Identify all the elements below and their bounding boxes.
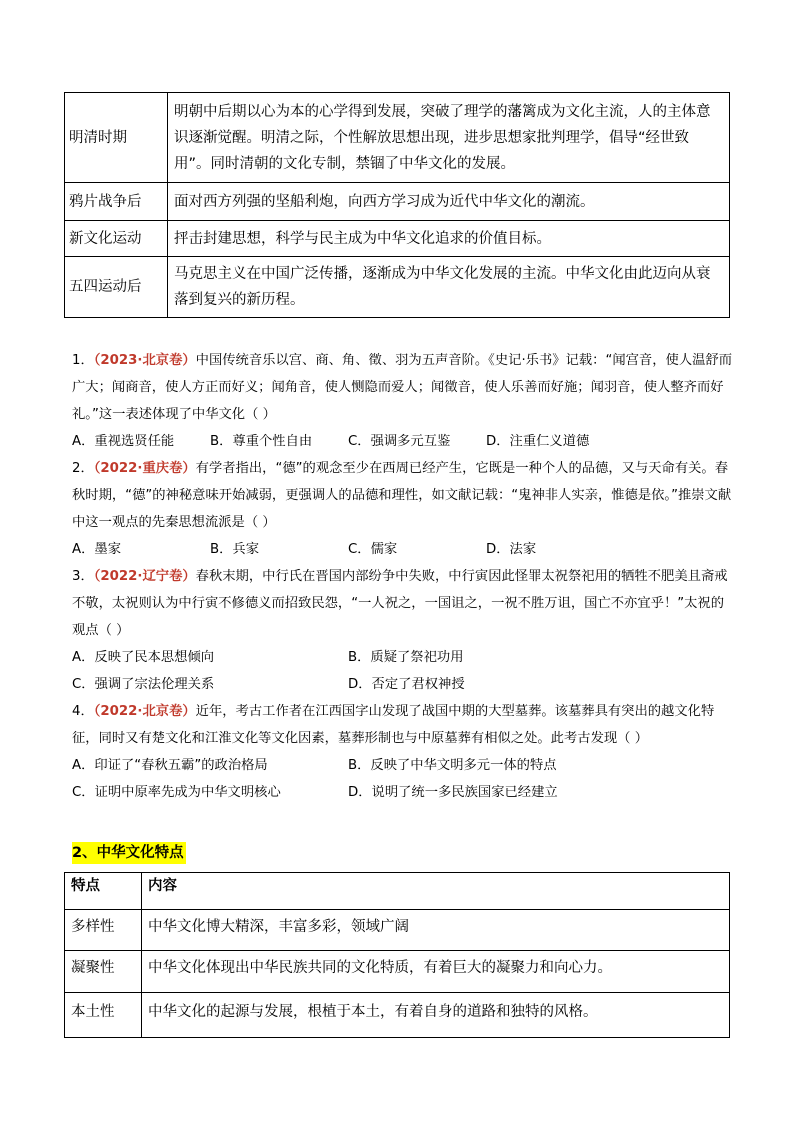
question-number: 3． xyxy=(72,569,94,584)
table-row xyxy=(65,951,730,993)
characteristics-table xyxy=(64,872,730,1038)
question-number: 1． xyxy=(72,353,94,368)
option-a[interactable]: A．反映了民本思想倾向 xyxy=(72,650,215,665)
feature-cell: 多样性 xyxy=(65,910,142,951)
question-2 xyxy=(72,455,732,563)
option-list xyxy=(72,536,732,563)
question-text: 有学者指出，“德”的观念至少在西周已经产生，它既是一种个人的品德，又与天命有关。春秋时期，“德”的神秘意味开始减弱，更强调人的品德和理性，如文献记载：“鬼神非人实亲，惟德是依。”推崇文献中这一观点的先秦思想流派是（ ） xyxy=(72,461,732,530)
era-cell: 新文化运动 xyxy=(65,221,168,257)
option-list xyxy=(72,779,732,806)
option-list xyxy=(72,644,732,671)
question-stem xyxy=(72,563,732,644)
table-row xyxy=(65,910,730,951)
question-text: 中国传统音乐以宫、商、角、徵、羽为五声音阶。《史记·乐书》记载：“闻宫音，使人温舒而广大；闻商音，使人方正而好义；闻角音，使人恻隐而爱人；闻徵音，使人乐善而好施；闻羽音，使人整齐而好礼。”这一表述体现了中华文化（ ） xyxy=(72,353,733,422)
table-row xyxy=(65,257,730,318)
option-a[interactable]: A．墨家 xyxy=(72,542,121,557)
header-cell-content: 内容 xyxy=(142,873,730,910)
question-source: （2023·北京卷） xyxy=(93,353,196,368)
option-b[interactable]: B．尊重个性自由 xyxy=(210,434,313,449)
question-number: 4． xyxy=(72,704,94,719)
option-c[interactable]: C．证明中原率先成为中华文明核心 xyxy=(72,785,281,800)
question-text: 近年，考古工作者在江西国字山发现了战国中期的大型墓葬。该墓葬具有突出的越文化特征，同时又有楚文化和江淮文化等文化因素，墓葬形制也与中原墓葬有相似之处。此考古发现（ ） xyxy=(72,704,715,746)
table-row xyxy=(65,993,730,1038)
question-source: （2022·重庆卷） xyxy=(93,461,196,476)
option-a[interactable]: A．印证了“春秋五霸”的政治格局 xyxy=(72,758,268,773)
content-cell: 中华文化的起源与发展，根植于本土，有着自身的道路和独特的风格。 xyxy=(142,993,730,1038)
option-c[interactable]: C．强调了宗法伦理关系 xyxy=(72,677,215,692)
history-periods-table xyxy=(64,92,730,318)
option-d[interactable]: D．注重仁义道德 xyxy=(486,434,590,449)
option-c[interactable]: C．强调多元互鉴 xyxy=(348,434,451,449)
question-source: （2022·辽宁卷） xyxy=(93,569,196,584)
option-b[interactable]: B．兵家 xyxy=(210,542,260,557)
question-1 xyxy=(72,347,732,455)
option-d[interactable]: D．否定了君权神授 xyxy=(348,677,465,692)
content-cell: 抨击封建思想，科学与民主成为中华文化追求的价值目标。 xyxy=(168,221,730,257)
question-3 xyxy=(72,563,732,698)
question-list xyxy=(72,347,732,806)
option-b[interactable]: B．反映了中华文明多元一体的特点 xyxy=(348,758,557,773)
feature-cell: 本土性 xyxy=(65,993,142,1038)
option-list xyxy=(72,752,732,779)
question-stem xyxy=(72,698,732,752)
content-cell: 中华文化博大精深，丰富多彩，领域广阔 xyxy=(142,910,730,951)
content-cell: 面对西方列强的坚船利炮，向西方学习成为近代中华文化的潮流。 xyxy=(168,183,730,221)
option-d[interactable]: D．说明了统一多民族国家已经建立 xyxy=(348,785,558,800)
content-cell: 马克思主义在中国广泛传播，逐渐成为中华文化发展的主流。中华文化由此迈向从衰落到复兴的新历程。 xyxy=(168,257,730,318)
option-d[interactable]: D．法家 xyxy=(486,542,537,557)
era-cell: 鸦片战争后 xyxy=(65,183,168,221)
option-c[interactable]: C．儒家 xyxy=(348,542,398,557)
question-number: 2． xyxy=(72,461,94,476)
section-heading: 2、中华文化特点 xyxy=(72,842,186,864)
content-cell: 中华文化体现出中华民族共同的文化特质，有着巨大的凝聚力和向心力。 xyxy=(142,951,730,993)
option-list xyxy=(72,428,732,455)
feature-cell: 凝聚性 xyxy=(65,951,142,993)
table-row xyxy=(65,221,730,257)
table-header-row xyxy=(65,873,730,910)
content-cell: 明朝中后期以心为本的心学得到发展，突破了理学的藩篱成为文化主流，人的主体意识逐渐觉醒。明清之际，个性解放思想出现，进步思想家批判理学，倡导“经世致用”。同时清朝的文化专制，禁锢了中华文化的发展。 xyxy=(168,93,730,183)
option-list xyxy=(72,671,732,698)
question-stem xyxy=(72,455,732,536)
question-text: 春秋末期，中行氏在晋国内部纷争中失败，中行寅因此怪罪太祝祭祀用的牺牲不肥美且斋戒不敬，太祝则认为中行寅不修德义而招致民怨，“一人祝之，一国诅之，一祝不胜万诅，国亡不亦宜乎！”太祝的观点（ ） xyxy=(72,569,728,638)
table-row xyxy=(65,93,730,183)
option-a[interactable]: A．重视选贤任能 xyxy=(72,434,175,449)
option-b[interactable]: B．质疑了祭祀功用 xyxy=(348,650,464,665)
header-cell-feature: 特点 xyxy=(65,873,142,910)
era-cell: 五四运动后 xyxy=(65,257,168,318)
question-stem xyxy=(72,347,732,428)
table-row xyxy=(65,183,730,221)
question-source: （2022·北京卷） xyxy=(93,704,196,719)
era-cell: 明清时期 xyxy=(65,93,168,183)
question-4 xyxy=(72,698,732,806)
